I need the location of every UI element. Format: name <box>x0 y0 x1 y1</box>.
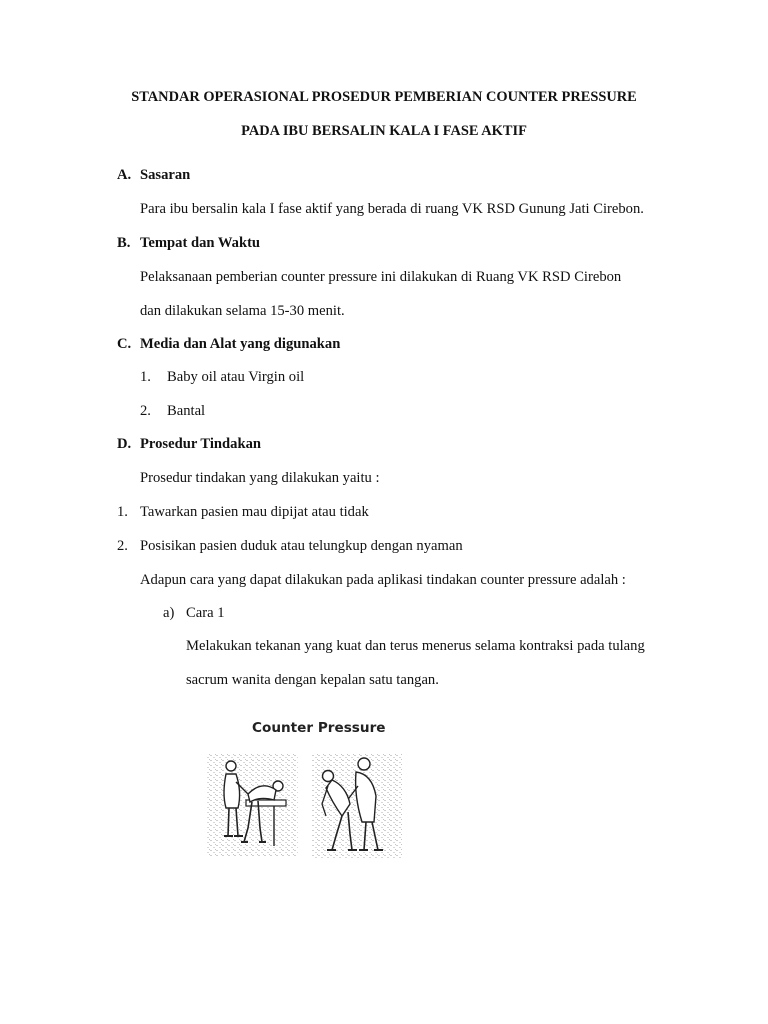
method-a-line-1: Melakukan tekanan yang kuat dan terus menerus selama kontraksi pada tulang <box>186 638 645 654</box>
step-number: 1. <box>117 504 128 520</box>
list-item-number: 2. <box>140 403 151 419</box>
method-a-line-2: sacrum wanita dengan kepalan satu tangan. <box>186 672 439 688</box>
step-number: 2. <box>117 538 128 554</box>
section-b-line-1: Pelaksanaan pemberian counter pressure ini dilakukan di Ruang VK RSD Cirebon <box>140 269 622 285</box>
section-b-line-2: dan dilakukan selama 15-30 menit. <box>140 303 345 319</box>
figure-title: Counter Pressure <box>252 720 386 736</box>
illustration-panel-left <box>206 754 298 856</box>
step-text: Posisikan pasien duduk atau telungkup dengan nyaman <box>140 538 463 554</box>
section-c-heading: Media dan Alat yang digunakan <box>140 336 341 352</box>
section-d-heading: Prosedur Tindakan <box>140 436 261 452</box>
section-b-marker: B. <box>117 235 131 251</box>
section-a-text: Para ibu bersalin kala I fase aktif yang berada di ruang VK RSD Gunung Jati Cirebon. <box>140 201 644 217</box>
method-a-marker: a) <box>163 605 175 621</box>
document-title-line-1: STANDAR OPERASIONAL PROSEDUR PEMBERIAN COUNTER PRESSURE <box>131 89 637 105</box>
section-a-marker: A. <box>117 167 132 183</box>
section-d-marker: D. <box>117 436 132 452</box>
list-item-text: Bantal <box>167 403 206 419</box>
method-a-label: Cara 1 <box>186 605 225 621</box>
section-a-heading: Sasaran <box>140 167 191 183</box>
counter-pressure-figure <box>186 704 428 880</box>
illustration-panel-right <box>312 754 402 858</box>
counter-pressure-illustration <box>186 704 428 880</box>
section-c-marker: C. <box>117 336 132 352</box>
section-d-intro: Prosedur tindakan yang dilakukan yaitu : <box>140 470 380 486</box>
methods-intro: Adapun cara yang dapat dilakukan pada aplikasi tindakan counter pressure adalah : <box>140 572 626 588</box>
step-text: Tawarkan pasien mau dipijat atau tidak <box>140 504 369 520</box>
list-item-number: 1. <box>140 369 151 385</box>
list-item-text: Baby oil atau Virgin oil <box>167 369 305 385</box>
document-title-line-2: PADA IBU BERSALIN KALA I FASE AKTIF <box>241 123 527 139</box>
section-b-heading: Tempat dan Waktu <box>140 235 261 251</box>
